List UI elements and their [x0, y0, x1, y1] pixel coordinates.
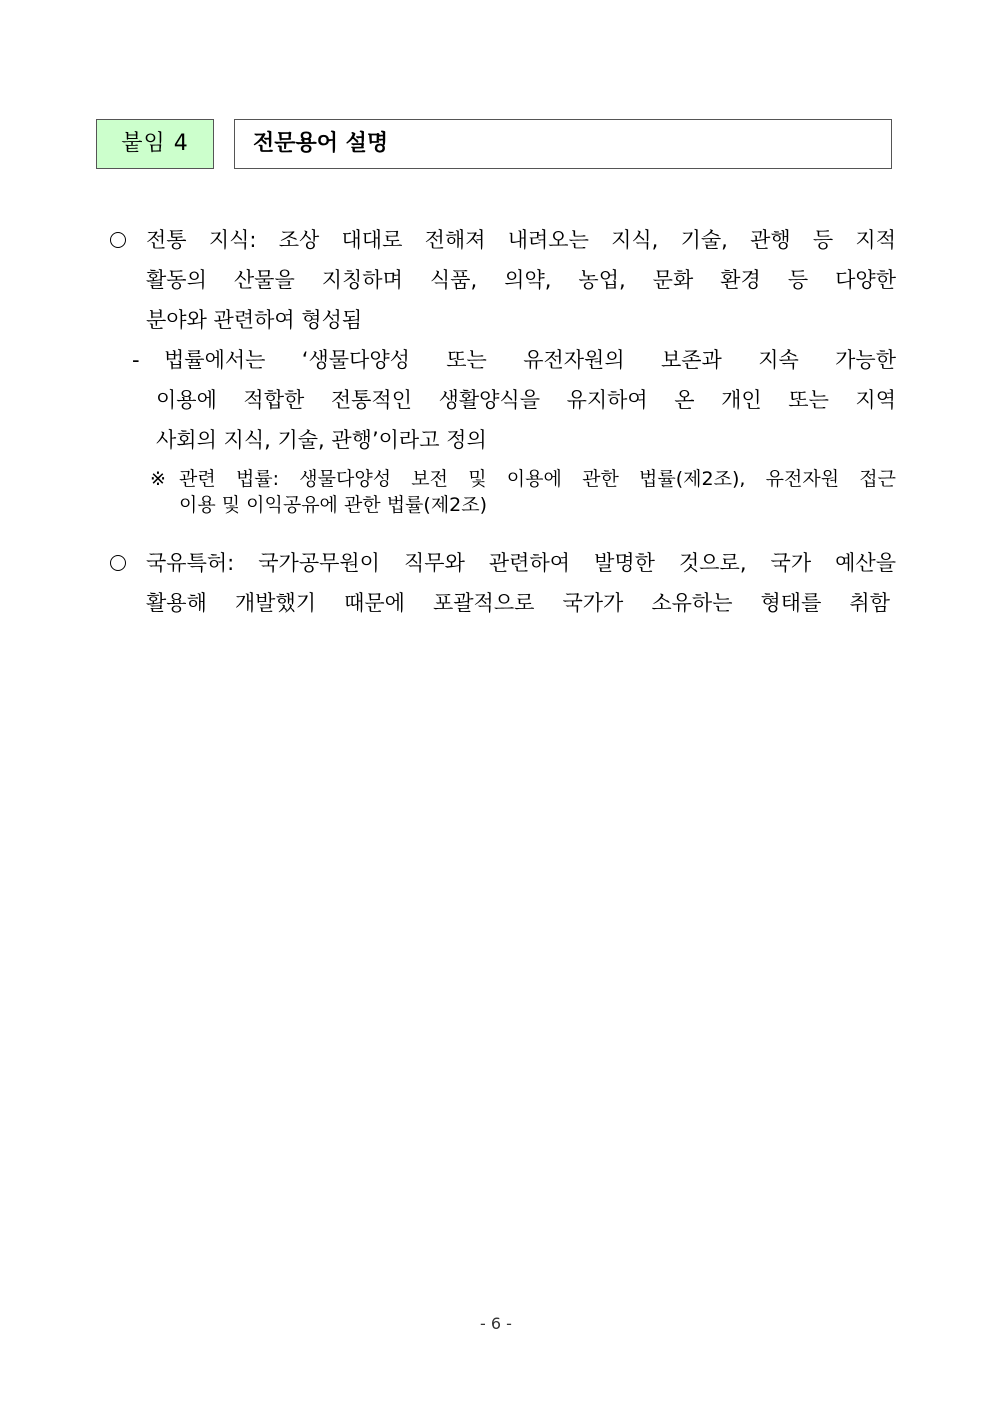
- circle-bullet-icon: [110, 555, 126, 571]
- section-line: 분야와 관련하여 형성됨: [146, 308, 363, 332]
- section-line: 활동의 산물을 지칭하며 식품, 의약, 농업, 문화 환경 등 다양한: [146, 268, 896, 292]
- sub-line: 법률에서는 ‘생물다양성 또는 유전자원의 보존과 지속 가능한: [164, 348, 896, 372]
- section-line: 국유특허: 국가공무원이 직무와 관련하여 발명한 것으로, 국가 예산을: [146, 551, 896, 575]
- sub-line: 사회의 지식, 기술, 관행’이라고 정의: [156, 428, 487, 452]
- reference-mark-icon: ※: [150, 468, 166, 490]
- sub-line: 이용에 적합한 전통적인 생활양식을 유지하여 온 개인 또는 지역: [156, 388, 896, 412]
- note-line: 이용 및 이익공유에 관한 법률(제2조): [179, 494, 488, 516]
- document-title: 전문용어 설명: [234, 119, 892, 169]
- attachment-label: 붙임 4: [96, 119, 214, 169]
- note-line: 관련 법률: 생물다양성 보전 및 이용에 관한 법률(제2조), 유전자원 접근: [179, 468, 896, 490]
- section-line: 전통 지식: 조상 대대로 전해져 내려오는 지식, 기술, 관행 등 지적: [146, 228, 896, 252]
- dash-marker: -: [132, 348, 140, 372]
- page-number: - 6 -: [480, 1314, 512, 1333]
- section-line: 활용해 개발했기 때문에 포괄적으로 국가가 소유하는 형태를 취함: [146, 591, 890, 615]
- circle-bullet-icon: [110, 232, 126, 248]
